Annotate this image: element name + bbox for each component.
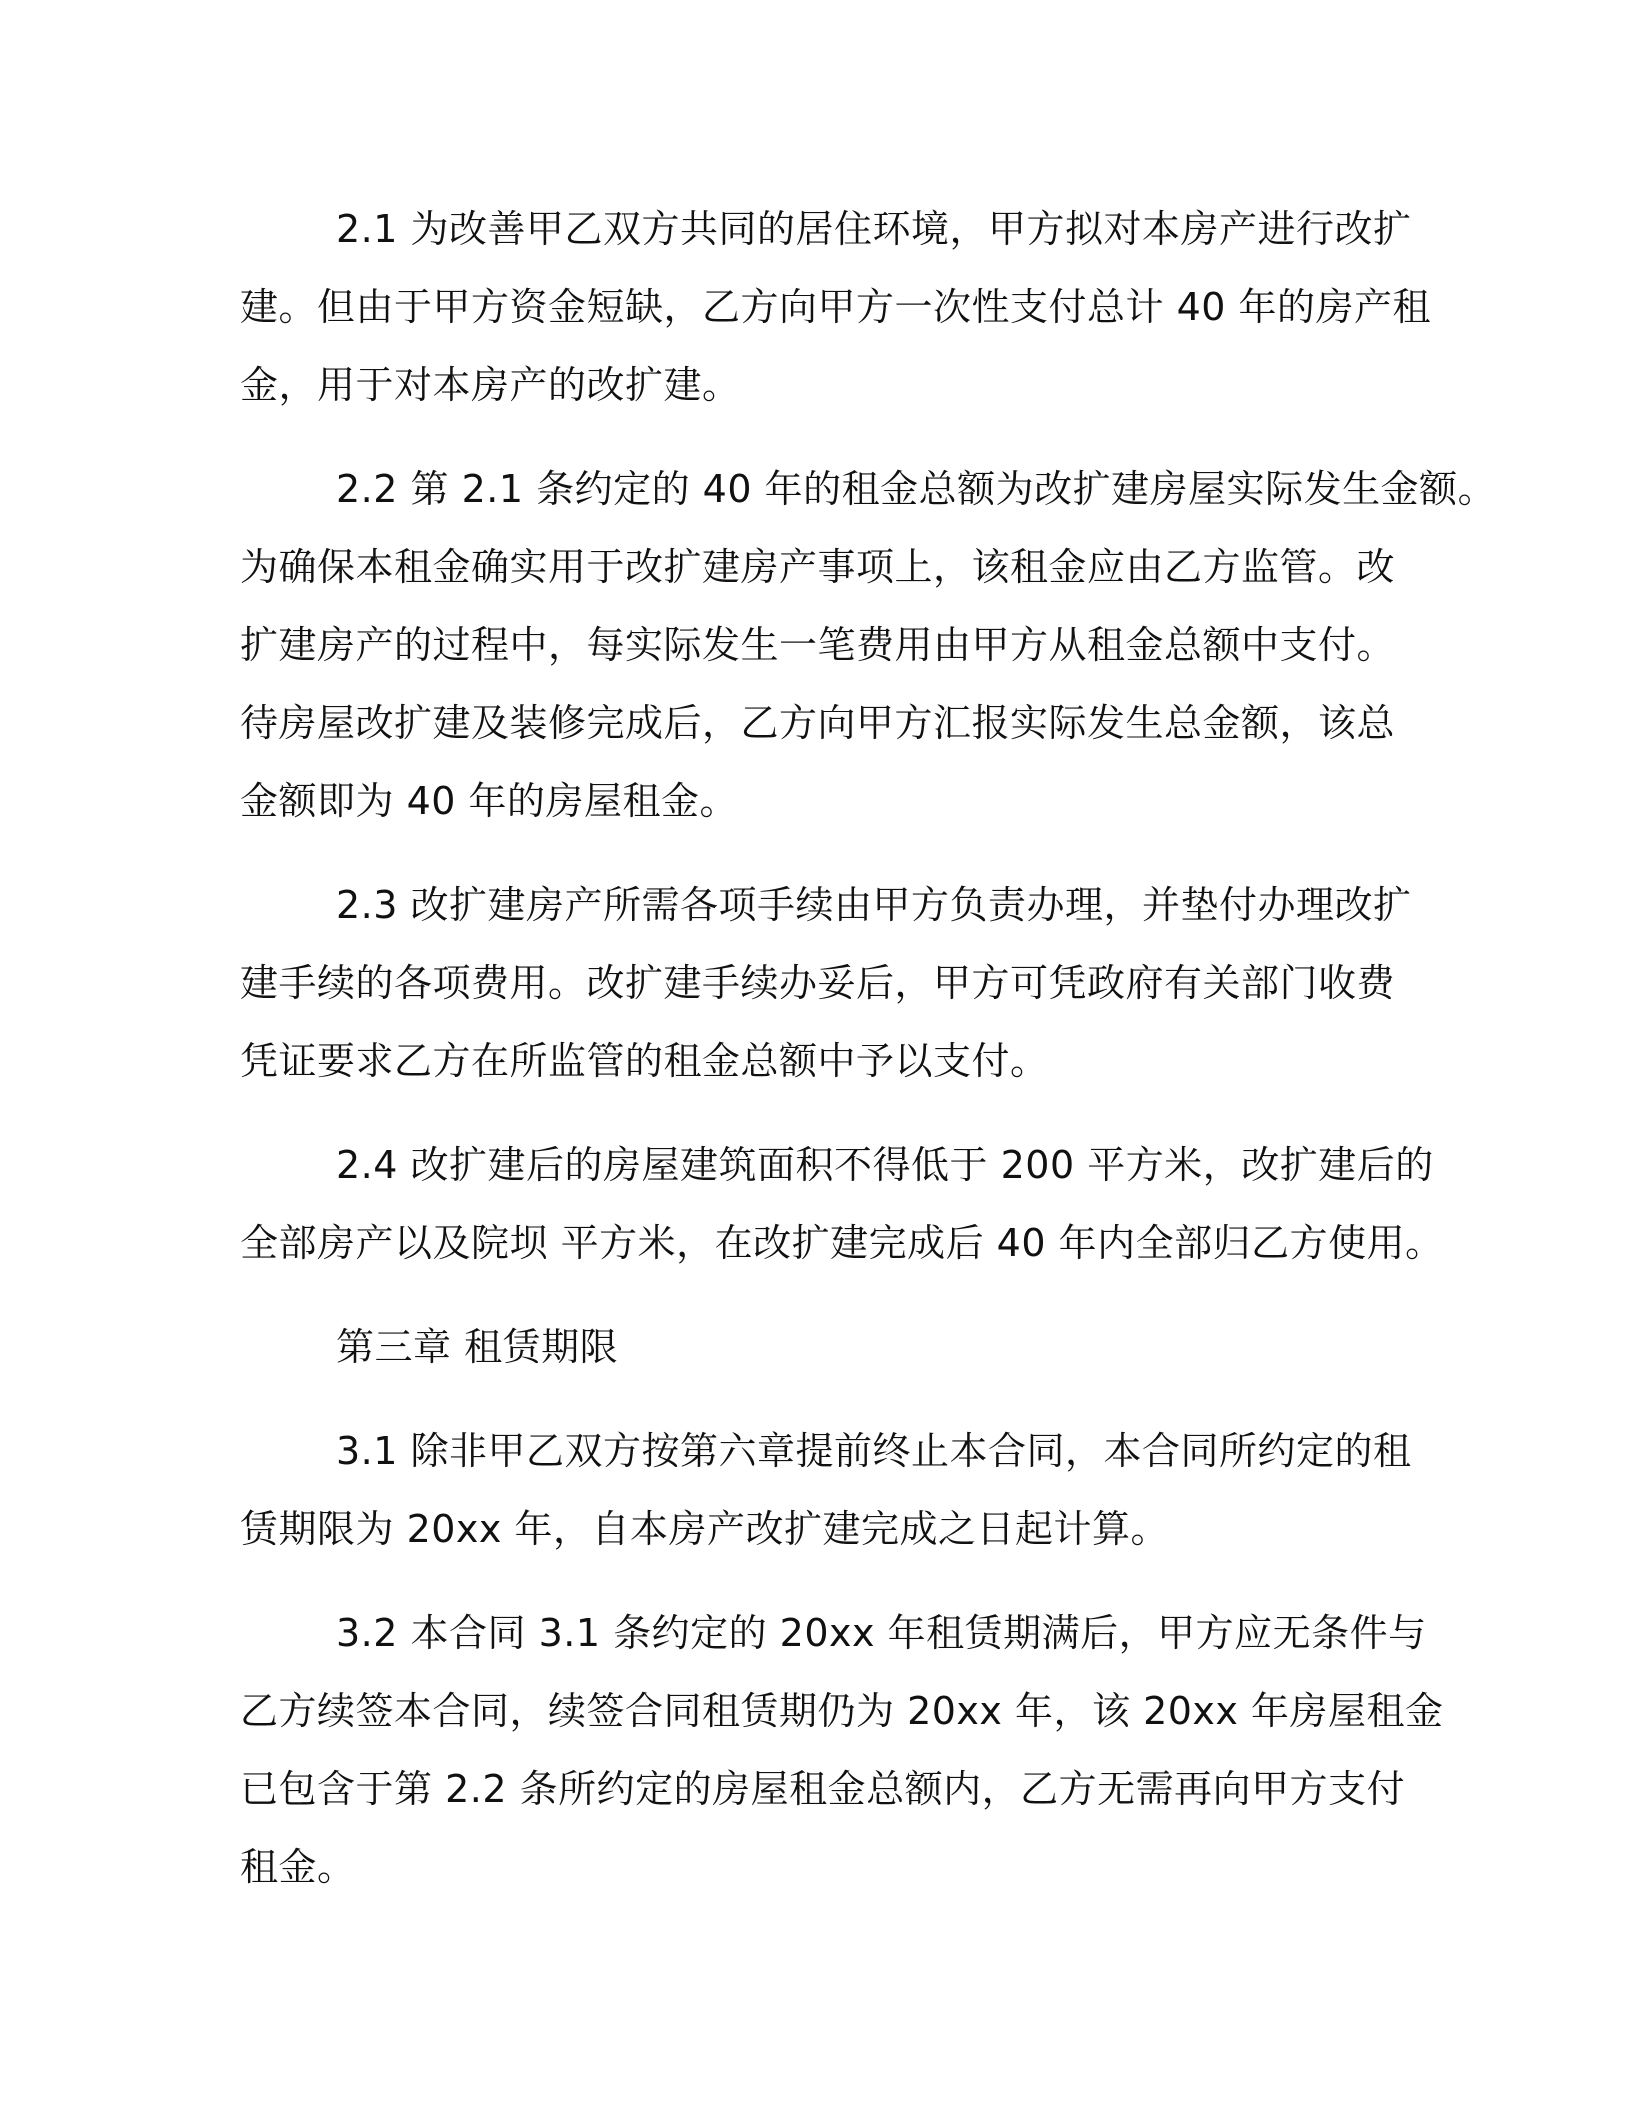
text-line: 2.1 为改善甲乙双方共同的居住环境，甲方拟对本房产进行改扩 xyxy=(336,207,1412,251)
text-line: 3.1 除非甲乙双方按第六章提前终止本合同，本合同所约定的租 xyxy=(336,1429,1412,1473)
chapter-heading xyxy=(240,1308,1440,1386)
clause-3-2 xyxy=(240,1594,1444,1906)
text-line: 为确保本租金确实用于改扩建房产事项上，该租金应由乙方监管。改 xyxy=(240,545,1396,589)
text-line: 3.2 本合同 3.1 条约定的 20xx 年租赁期满后，甲方应无条件与 xyxy=(336,1611,1427,1655)
text-line: 建。但由于甲方资金短缺，乙方向甲方一次性支付总计 40 年的房产租 xyxy=(240,285,1432,329)
text-line: 凭证要求乙方在所监管的租金总额中予以支付。 xyxy=(240,1039,1049,1083)
text-line: 待房屋改扩建及装修完成后，乙方向甲方汇报实际发生总金额，该总 xyxy=(240,701,1396,745)
document-body xyxy=(240,190,1497,1932)
text-line: 金，用于对本房产的改扩建。 xyxy=(240,363,741,407)
text-line: 乙方续签本合同，续签合同租赁期仍为 20xx 年，该 20xx 年房屋租金 xyxy=(240,1689,1444,1733)
clause-3-1 xyxy=(240,1412,1440,1568)
text-line: 2.4 改扩建后的房屋建筑面积不得低于 200 平方米，改扩建后的 xyxy=(336,1143,1434,1187)
text-line: 租金。 xyxy=(240,1845,356,1889)
text-line: 2.2 第 2.1 条约定的 40 年的租金总额为改扩建房屋实际发生金额。 xyxy=(336,467,1497,511)
text-line: 扩建房产的过程中，每实际发生一笔费用由甲方从租金总额中支付。 xyxy=(240,623,1396,667)
chapter-title: 第三章 租赁期限 xyxy=(336,1325,619,1369)
clause-2-3 xyxy=(240,866,1440,1100)
text-line: 2.3 改扩建房产所需各项手续由甲方负责办理，并垫付办理改扩 xyxy=(336,883,1412,927)
clause-2-4 xyxy=(240,1126,1444,1282)
clause-2-1 xyxy=(240,190,1440,424)
text-line: 金额即为 40 年的房屋租金。 xyxy=(240,779,739,823)
text-line: 赁期限为 20xx 年，自本房产改扩建完成之日起计算。 xyxy=(240,1507,1169,1551)
text-line: 已包含于第 2.2 条所约定的房屋租金总额内，乙方无需再向甲方支付 xyxy=(240,1767,1406,1811)
text-line: 建手续的各项费用。改扩建手续办妥后，甲方可凭政府有关部门收费 xyxy=(240,961,1396,1005)
text-line: 全部房产以及院坝 平方米，在改扩建完成后 40 年内全部归乙方使用。 xyxy=(240,1221,1444,1265)
clause-2-2 xyxy=(240,450,1497,840)
